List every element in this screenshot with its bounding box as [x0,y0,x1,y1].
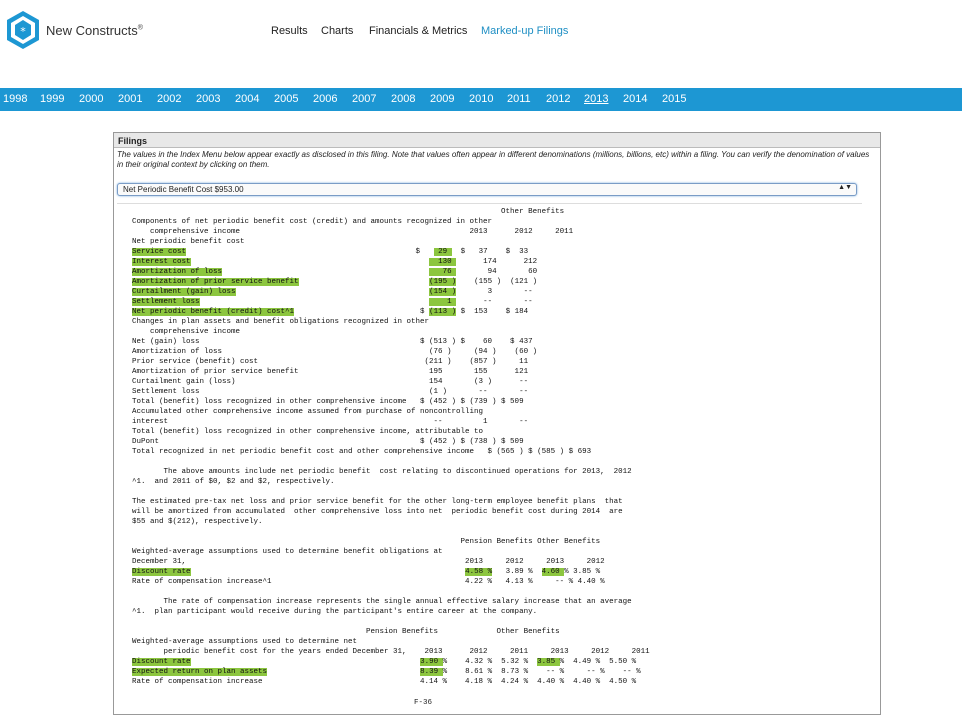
year-2009[interactable]: 2009 [430,93,455,105]
document-text: Prior service (benefit) cost (211 ) (857 ) 11 [132,358,529,366]
document-line [132,487,650,497]
document-line [132,407,650,417]
new-constructs-logo-icon[interactable] [6,10,40,50]
document-line [132,447,650,457]
document-text: Total (benefit) loss recognized in other comprehensive income $ (452 ) $ (739 ) $ 509 [132,398,524,406]
document-text: Changes in plan assets and benefit obligations recognized in other [132,318,430,326]
document-text: Components of net periodic benefit cost (credit) and amounts recognized in other [132,218,493,226]
filing-document [132,207,650,687]
document-text [267,668,420,676]
highlighted-value[interactable]: Amortization of loss [132,268,223,276]
highlighted-value[interactable]: Net periodic benefit (credit) cost^1 [132,308,295,316]
highlighted-value[interactable]: Interest cost [132,258,191,266]
document-text: DuPont $ (452 ) $ (738 ) $ 509 [132,438,524,446]
nav-financials-metrics[interactable]: Financials & Metrics [369,25,468,37]
document-text: % 4.49 % 5.50 % [559,658,637,666]
document-line [132,207,650,217]
document-line [132,257,650,267]
document-text: ^1. plan participant would receive during the participant's entire career at the company. [132,608,538,616]
document-text: comprehensive income 2013 2012 2011 [132,228,574,236]
document-line [132,497,650,507]
document-line [132,417,650,427]
year-2004[interactable]: 2004 [235,93,260,105]
document-text: Amortization of prior service benefit 195 155 121 [132,368,529,376]
document-text [299,278,430,286]
document-text: The rate of compensation increase represents the single annual effective salary increase that an average [132,598,632,606]
document-text: % 3.85 % [564,568,601,576]
document-text: Net (gain) loss $ (513 ) $ 60 $ 437 [132,338,533,346]
highlighted-value[interactable]: (195 ) [429,278,457,286]
highlighted-value[interactable]: Expected return on plan assets [132,668,268,676]
panel-description: The values in the Index Menu below appear exactly as disclosed in this filing. Note that values often appear in different denominations (millions, billions, etc) within a filing. You can verify the denomination of values in their original context by clicking on them. [117,150,870,169]
year-2006[interactable]: 2006 [313,93,338,105]
document-line [132,597,650,607]
year-2007[interactable]: 2007 [352,93,377,105]
year-2014[interactable]: 2014 [623,93,648,105]
document-line [132,357,650,367]
document-text: 3.89 % [492,568,542,576]
brand-name[interactable]: New Constructs® [46,23,143,38]
document-line [132,547,650,557]
document-text: -- -- [456,298,533,306]
document-line [132,247,650,257]
nav-results[interactable]: Results [271,25,308,37]
document-line [132,467,650,477]
highlighted-value[interactable]: 3.85 [537,658,560,666]
document-text: Rate of compensation increase^1 4.22 % 4.13 % -- % 4.40 % [132,578,605,586]
document-line [132,427,650,437]
document-line [132,627,650,637]
highlighted-value[interactable]: 130 [429,258,457,266]
highlighted-value[interactable]: Amortization of prior service benefit [132,278,299,286]
document-text: Accumulated other comprehensive income assumed from purchase of noncontrolling [132,408,484,416]
year-2005[interactable]: 2005 [274,93,299,105]
document-line [132,377,650,387]
document-text [191,258,430,266]
document-text: $ [294,308,430,316]
select-arrows-icon: ▲▼ [838,184,852,191]
document-text: $ 153 $ 184 [456,308,529,316]
highlighted-value[interactable]: Discount rate [132,568,191,576]
document-line [132,587,650,597]
document-text: periodic benefit cost for the years ended December 31, 2013 2012 2011 2013 2012 2011 [132,648,650,656]
document-text: Amortization of loss (76 ) (94 ) (60 ) [132,348,538,356]
year-2001[interactable]: 2001 [118,93,143,105]
document-text: % 4.32 % 5.32 % [442,658,538,666]
document-text: will be amortized from accumulated other comprehensive loss into net periodic benefit cost during 2014 are [132,508,623,516]
highlighted-value[interactable]: Discount rate [132,658,191,666]
document-line [132,457,650,467]
highlighted-value[interactable]: 29 [433,248,452,256]
document-text: Weighted-average assumptions used to determine net [132,638,358,646]
document-line [132,317,650,327]
document-line [132,607,650,617]
document-text: ^1. and 2011 of $0, $2 and $2, respectively. [132,478,335,486]
document-line [132,517,650,527]
document-text: $ [186,248,434,256]
document-text: Total (benefit) loss recognized in other comprehensive income, attributable to [132,428,484,436]
document-text: (155 ) (121 ) [456,278,538,286]
document-text [236,288,430,296]
document-text: December 31, 2013 2012 2013 2012 [132,558,605,566]
document-text [191,658,421,666]
document-line [132,577,650,587]
document-text: interest -- 1 -- [132,418,529,426]
document-line [132,397,650,407]
document-text: $ 37 $ 33 [451,248,529,256]
panel-title: Filings [114,133,880,148]
document-text [200,298,430,306]
document-line [132,557,650,567]
page-number: F-36 [414,699,433,707]
document-text [191,568,466,576]
highlighted-value[interactable]: 3.90 [420,658,443,666]
highlighted-value[interactable]: 76 [429,268,457,276]
document-line [132,617,650,627]
highlighted-value[interactable]: (154 ) [429,288,457,296]
document-line [132,277,650,287]
highlighted-value[interactable]: Curtailment (gain) loss [132,288,236,296]
document-line [132,537,650,547]
document-line [132,227,650,237]
document-text: Rate of compensation increase 4.14 % 4.18 % 4.24 % 4.40 % 4.40 % 4.50 % [132,678,637,686]
year-2013[interactable]: 2013 [584,93,609,105]
year-1998[interactable]: 1998 [3,93,28,105]
highlighted-value[interactable]: (113 ) [429,308,457,316]
document-text: comprehensive income [132,328,241,336]
document-line [132,637,650,647]
document-text: Settlement loss (1 ) -- -- [132,388,529,396]
document-text: Weighted-average assumptions used to determine benefit obligations at [132,548,443,556]
document-text: Net periodic benefit cost [132,238,245,246]
document-line [132,307,650,317]
document-line [132,657,650,667]
document-text: Pension Benefits Other Benefits [132,538,601,546]
header [0,0,962,66]
document-line [132,677,650,687]
highlighted-value[interactable]: 4.58 % [465,568,493,576]
year-2015[interactable]: 2015 [662,93,687,105]
document-text: Other Benefits [132,208,565,216]
document-line [132,327,650,337]
svg-text:*: * [20,25,26,38]
document-text [222,268,429,276]
document-line [132,287,650,297]
highlighted-value[interactable]: Settlement loss [132,298,200,306]
filings-panel [113,132,881,715]
document-text: $55 and $(212), respectively. [132,518,263,526]
highlighted-value[interactable]: 8.39 [420,668,443,676]
document-text: The above amounts include net periodic benefit cost relating to discontinued operations for 2013, 2012 [132,468,632,476]
document-line [132,237,650,247]
year-2012[interactable]: 2012 [546,93,571,105]
document-line [132,217,650,227]
year-bar [0,88,962,111]
document-line [132,367,650,377]
document-text: 174 212 [456,258,538,266]
select-value: Net Periodic Benefit Cost $953.00 [123,185,244,194]
document-text: Pension Benefits Other Benefits [132,628,560,636]
document-line [132,647,650,657]
document-line [132,567,650,577]
index-menu-select[interactable] [117,183,857,196]
document-line [132,507,650,517]
document-text: 3 -- [456,288,533,296]
document-text: The estimated pre-tax net loss and prior service benefit for the other long-term employee benefit plans that [132,498,623,506]
year-2011[interactable]: 2011 [507,93,531,105]
year-2003[interactable]: 2003 [196,93,221,105]
divider [117,203,862,204]
nav-marked-up-filings[interactable]: Marked-up Filings [481,25,569,37]
year-2000[interactable]: 2000 [79,93,104,105]
document-line [132,527,650,537]
document-text: Total recognized in net periodic benefit cost and other comprehensive income $ (565 ) $ (585 ) $ 693 [132,448,592,456]
document-line [132,387,650,397]
document-line [132,297,650,307]
year-2010[interactable]: 2010 [469,93,494,105]
document-line [132,667,650,677]
document-line [132,347,650,357]
document-text: % 8.61 % 8.73 % -- % -- % -- % [442,668,641,676]
document-line [132,437,650,447]
document-line [132,267,650,277]
year-1999[interactable]: 1999 [40,93,65,105]
document-line [132,337,650,347]
document-line [132,477,650,487]
highlighted-value[interactable]: 4.60 [541,568,565,576]
document-text: 94 60 [456,268,538,276]
highlighted-value[interactable]: 1 [429,298,457,306]
year-2008[interactable]: 2008 [391,93,416,105]
year-2002[interactable]: 2002 [157,93,182,105]
document-text: Curtailment gain (loss) 154 (3 ) -- [132,378,529,386]
highlighted-value[interactable]: Service cost [132,248,187,256]
nav-charts[interactable]: Charts [321,25,354,37]
